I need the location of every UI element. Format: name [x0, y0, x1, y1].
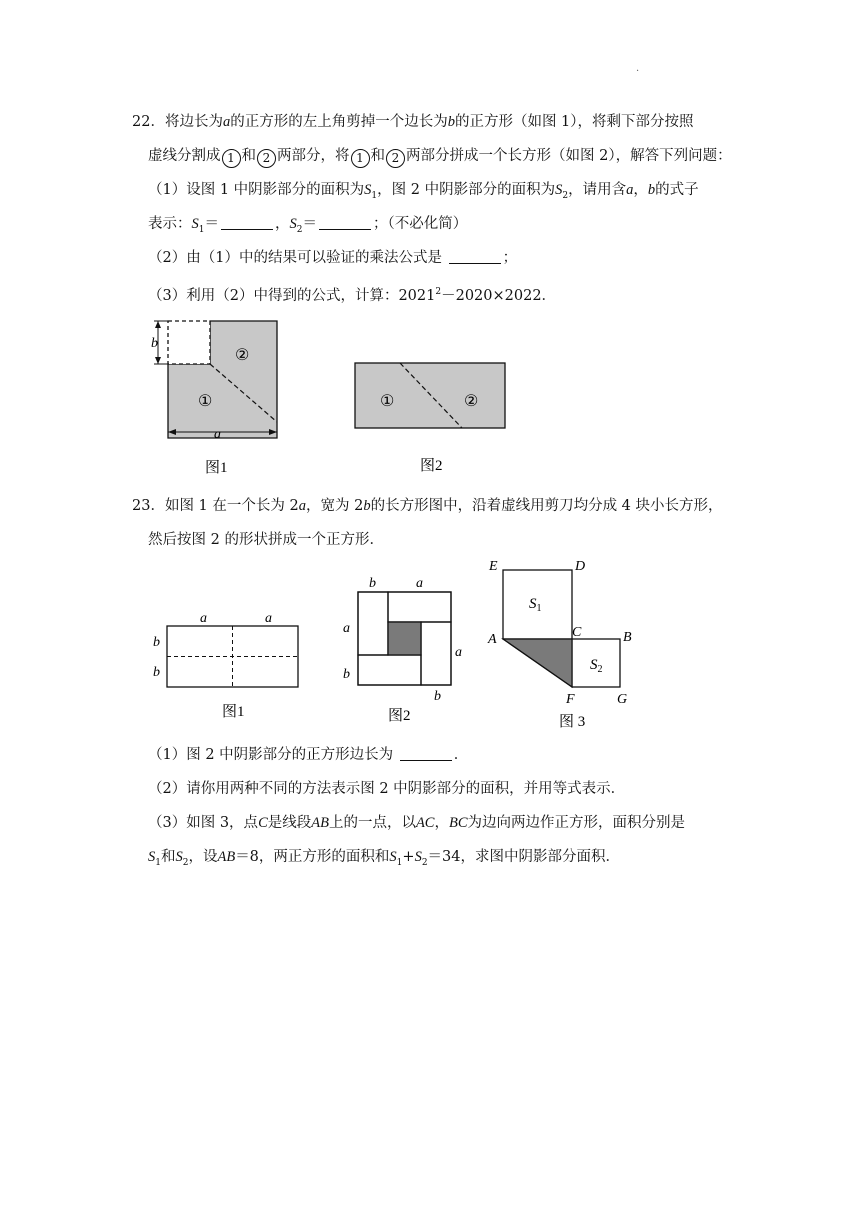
q23-part3-cont — [148, 847, 620, 873]
point-f: F — [566, 692, 575, 707]
label-a: a — [214, 427, 221, 442]
cut-square — [168, 321, 210, 364]
point-d: D — [575, 559, 586, 574]
q22-text: 和 — [241, 148, 256, 164]
q22-text: 的正方形的左上角剪掉一个边长为 — [230, 114, 448, 130]
var-bc: BC — [448, 815, 468, 831]
var-s: S — [414, 849, 422, 865]
var-s: S — [555, 182, 563, 198]
region-2: ② — [235, 347, 250, 364]
label-b: b — [343, 667, 350, 682]
point-g: G — [617, 692, 628, 707]
q22-line1 — [132, 112, 694, 132]
answer-blank-side[interactable] — [400, 746, 452, 761]
q23-text: （1）图 2 中阴影部分的正方形边长为 — [148, 747, 394, 763]
subscript: 2 — [421, 857, 428, 868]
q23-text: ，设 — [188, 849, 218, 865]
var-a: a — [298, 498, 306, 514]
q22-text: （1）设图 1 中阴影部分的面积为 — [148, 182, 365, 198]
q22-text: 两部分，将 — [277, 148, 350, 164]
q22-text: 22．将边长为 — [132, 114, 223, 130]
point-b: B — [623, 630, 632, 645]
q22-text: ， — [633, 182, 648, 198]
label-a: a — [343, 621, 350, 636]
q23-figure-2 — [338, 572, 468, 727]
q22-text: 两部分拼成一个长方形（如图 2），解答下列问题： — [406, 148, 732, 164]
var-b: b — [447, 114, 455, 130]
q22-text: 的式子 — [655, 182, 699, 198]
subscript: 1 — [198, 224, 205, 235]
var-s: S — [191, 216, 199, 232]
q22-text: ＝ — [204, 216, 219, 232]
var-a: a — [626, 182, 634, 198]
var-s: S — [148, 849, 156, 865]
q22-text: －2020×2022． — [441, 287, 557, 304]
point-e: E — [489, 559, 498, 574]
q23-text: ， — [434, 815, 449, 831]
caption: 图2 — [388, 708, 411, 724]
q23-text: ＝8，两正方形的面积和 — [235, 849, 390, 865]
q23-text: 为边向两边作正方形，面积分别是 — [467, 815, 686, 831]
var-s: S — [289, 216, 297, 232]
q22-figure-1 — [150, 318, 290, 478]
caption: 图2 — [420, 458, 443, 474]
q23-text: 是线段 — [267, 815, 312, 831]
label-b: b — [434, 689, 441, 704]
region-2: ② — [464, 393, 479, 410]
var-c: C — [258, 815, 268, 831]
q22-text: 表示： — [148, 216, 192, 232]
q22-line6 — [148, 282, 556, 306]
subscript: 1 — [396, 857, 403, 868]
q23-line1 — [132, 496, 723, 516]
q22-text: ， — [274, 216, 290, 232]
circle-2: 2 — [386, 149, 405, 168]
q23-text: 上的一点，以 — [328, 815, 416, 831]
q23-text: ，宽为 2 — [305, 498, 364, 514]
q23-part3 — [148, 813, 685, 833]
q22-text: 和 — [370, 148, 385, 164]
var-b: b — [647, 182, 656, 198]
q22-text: 的正方形（如图 1），将剩下部分按照 — [454, 114, 694, 130]
var-ac: AC — [415, 815, 435, 831]
label-s1: $S_1$ — [529, 596, 542, 614]
answer-blank-s1[interactable] — [221, 215, 273, 230]
circle-2: 2 — [257, 149, 276, 168]
subscript: 1 — [371, 190, 378, 201]
q22-text: （2）由（1）中的结果可以验证的乘法公式是 — [148, 250, 442, 266]
q23-text: （2）请你用两种不同的方法表示图 2 中阴影部分的面积，并用等式表示． — [148, 781, 626, 797]
q22-line2 — [148, 146, 732, 168]
label-s2: $S_2$ — [590, 657, 603, 675]
var-ab: AB — [217, 849, 236, 865]
superscript: 2 — [435, 287, 442, 297]
q23-text: ． — [453, 747, 469, 763]
q22-figure-2 — [352, 358, 512, 478]
arrow-down — [155, 357, 161, 364]
q23-text: + — [402, 849, 415, 865]
q23-figure-1 — [148, 608, 308, 723]
label-b: b — [151, 336, 158, 351]
subscript: 2 — [182, 857, 189, 868]
answer-blank-s2[interactable] — [319, 215, 371, 230]
q22-text: ； — [502, 250, 518, 266]
arrow-up — [155, 321, 161, 328]
q23-figure-3 — [484, 556, 644, 736]
caption: 图1 — [205, 460, 228, 476]
header-mark: · — [636, 66, 640, 77]
q23-text: ＝34，求图中阴影部分面积． — [427, 849, 620, 865]
q23-text: 和 — [160, 849, 176, 865]
q23-part2 — [148, 779, 625, 799]
var-s: S — [175, 849, 183, 865]
region-1: ① — [380, 393, 395, 410]
circle-1: 1 — [222, 149, 241, 168]
q22-text: ，请用含 — [568, 182, 627, 198]
label-a: a — [416, 576, 423, 591]
q22-line4 — [148, 214, 467, 240]
caption: 图1 — [222, 704, 245, 720]
answer-blank-formula[interactable] — [449, 249, 501, 264]
caption: 图 3 — [559, 714, 586, 730]
label-b: b — [153, 635, 160, 650]
q22-line3 — [148, 180, 699, 206]
label-a: a — [265, 611, 272, 626]
subscript: 2 — [562, 190, 569, 201]
point-a: A — [488, 632, 497, 647]
q22-text: ，图 2 中阴影部分的面积为 — [377, 182, 556, 198]
q23-part1 — [148, 745, 468, 765]
q22-text: ＝ — [302, 216, 317, 232]
q23-line2 — [148, 530, 384, 550]
subscript: 1 — [155, 857, 161, 868]
circle-1: 1 — [351, 149, 370, 168]
q23-text: （3）如图 3，点 — [148, 815, 259, 831]
q23-text: 23．如图 1 在一个长为 2 — [132, 498, 299, 514]
q23-text: 的长方形图中，沿着虚线用剪刀均分成 4 块小长方形， — [370, 498, 723, 514]
q22-text: 虚线分割成 — [148, 148, 221, 164]
label-b: b — [369, 576, 376, 591]
label-b: b — [153, 665, 160, 680]
var-a: a — [222, 114, 231, 130]
q22-text: ；（不必化简） — [372, 216, 468, 232]
label-a: a — [455, 645, 462, 660]
q23-text: 然后按图 2 的形状拼成一个正方形． — [148, 532, 384, 548]
label-a: a — [200, 611, 207, 626]
var-s: S — [389, 849, 397, 865]
var-ab: AB — [311, 815, 329, 831]
region-1: ① — [198, 393, 213, 410]
point-c: C — [572, 625, 582, 640]
q22-text: （3）利用（2）中得到的公式，计算：2021 — [148, 287, 436, 304]
shaded-rectangle — [355, 363, 505, 428]
var-b: b — [363, 498, 371, 514]
shaded-center-square — [388, 622, 421, 655]
var-s: S — [364, 182, 372, 198]
subscript: 2 — [296, 224, 303, 235]
q22-line5 — [148, 248, 517, 268]
